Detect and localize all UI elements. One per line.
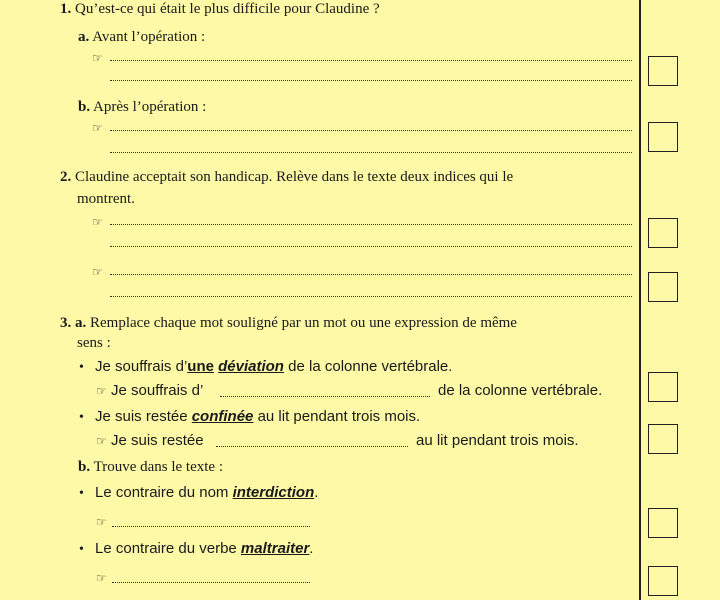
answer-line[interactable] — [110, 152, 632, 153]
pointing-hand-icon: ☞ — [96, 384, 107, 398]
bullet-icon: • — [79, 486, 84, 501]
score-box[interactable] — [648, 508, 678, 538]
sub-text: Avant l’opération : — [92, 29, 206, 45]
sentence-text: . — [314, 484, 319, 501]
score-box[interactable] — [648, 56, 678, 86]
underlined-word: interdiction — [232, 484, 315, 501]
question-number: 2. — [60, 169, 72, 185]
answer-line[interactable] — [110, 130, 632, 131]
answer-line[interactable] — [112, 526, 310, 527]
answer-line[interactable] — [110, 274, 632, 275]
pointing-hand-icon: ☞ — [92, 215, 103, 229]
sentence-text: Je suis restée — [95, 408, 192, 425]
bullet-icon: • — [79, 360, 84, 375]
answer-line[interactable] — [110, 60, 632, 61]
bullet-icon: • — [79, 410, 84, 425]
score-box[interactable] — [648, 424, 678, 454]
sentence-text: Le contraire du nom — [95, 484, 233, 501]
sentence-1 — [95, 358, 452, 376]
pointing-hand-icon: ☞ — [92, 265, 103, 279]
pointing-hand-icon: ☞ — [96, 571, 107, 585]
score-box[interactable] — [648, 372, 678, 402]
underlined-word: une — [187, 358, 214, 375]
answer-line[interactable] — [112, 582, 310, 583]
underlined-word: confinée — [191, 408, 254, 425]
sub-label: a. — [78, 29, 90, 45]
question-2 — [60, 168, 513, 186]
underlined-word: déviation — [218, 358, 284, 375]
score-box[interactable] — [648, 566, 678, 596]
answer-line[interactable] — [216, 446, 408, 447]
sentence-text: au lit pendant trois mois. — [253, 408, 421, 425]
sentence-text: . — [309, 540, 314, 557]
question-1a — [78, 28, 205, 46]
sub-text: Après l’opération : — [93, 99, 207, 115]
answer-2-start: Je suis restée — [111, 432, 204, 449]
underlined-word: maltraiter — [240, 540, 310, 557]
question-3b — [78, 458, 223, 476]
question-1 — [60, 0, 380, 18]
question-number: 1. — [60, 1, 72, 17]
score-box[interactable] — [648, 122, 678, 152]
question-number: 3. — [60, 315, 72, 331]
answer-line[interactable] — [110, 224, 632, 225]
opposite-2 — [95, 540, 313, 558]
sentence-text: de la colonne vertébrale. — [283, 358, 453, 375]
pointing-hand-icon: ☞ — [92, 121, 103, 135]
answer-1-end: de la colonne vertébrale. — [438, 382, 603, 399]
sub-label: a. — [75, 315, 87, 331]
sub-text: Trouve dans le texte : — [93, 459, 224, 475]
score-box[interactable] — [648, 218, 678, 248]
sentence-text: Je souffrais d’ — [95, 358, 188, 375]
answer-line[interactable] — [110, 80, 632, 81]
answer-2-end: au lit pendant trois mois. — [416, 432, 579, 449]
question-text: Remplace chaque mot souligné par un mot ou une expression de même — [90, 315, 517, 331]
question-3 — [60, 314, 517, 332]
question-text: Claudine acceptait son handicap. Relève dans le texte deux indices qui le — [75, 169, 514, 185]
score-box[interactable] — [648, 272, 678, 302]
pointing-hand-icon: ☞ — [96, 434, 107, 448]
pointing-hand-icon: ☞ — [92, 51, 103, 65]
question-1b — [78, 98, 206, 116]
pointing-hand-icon: ☞ — [96, 515, 107, 529]
opposite-1 — [95, 484, 318, 502]
sentence-2 — [95, 408, 420, 426]
sub-label: b. — [78, 459, 91, 475]
margin-line — [639, 0, 641, 600]
sentence-text: Le contraire du verbe — [95, 540, 241, 557]
question-2-line2: montrent. — [77, 191, 135, 207]
answer-line[interactable] — [220, 396, 430, 397]
question-text: Qu’est-ce qui était le plus difficile pour Claudine ? — [75, 1, 380, 17]
answer-line[interactable] — [110, 246, 632, 247]
answer-1-start: Je souffrais d’ — [111, 382, 204, 399]
sub-label: b. — [78, 99, 91, 115]
question-3-line2: sens : — [77, 335, 111, 351]
bullet-icon: • — [79, 542, 84, 557]
answer-line[interactable] — [110, 296, 632, 297]
